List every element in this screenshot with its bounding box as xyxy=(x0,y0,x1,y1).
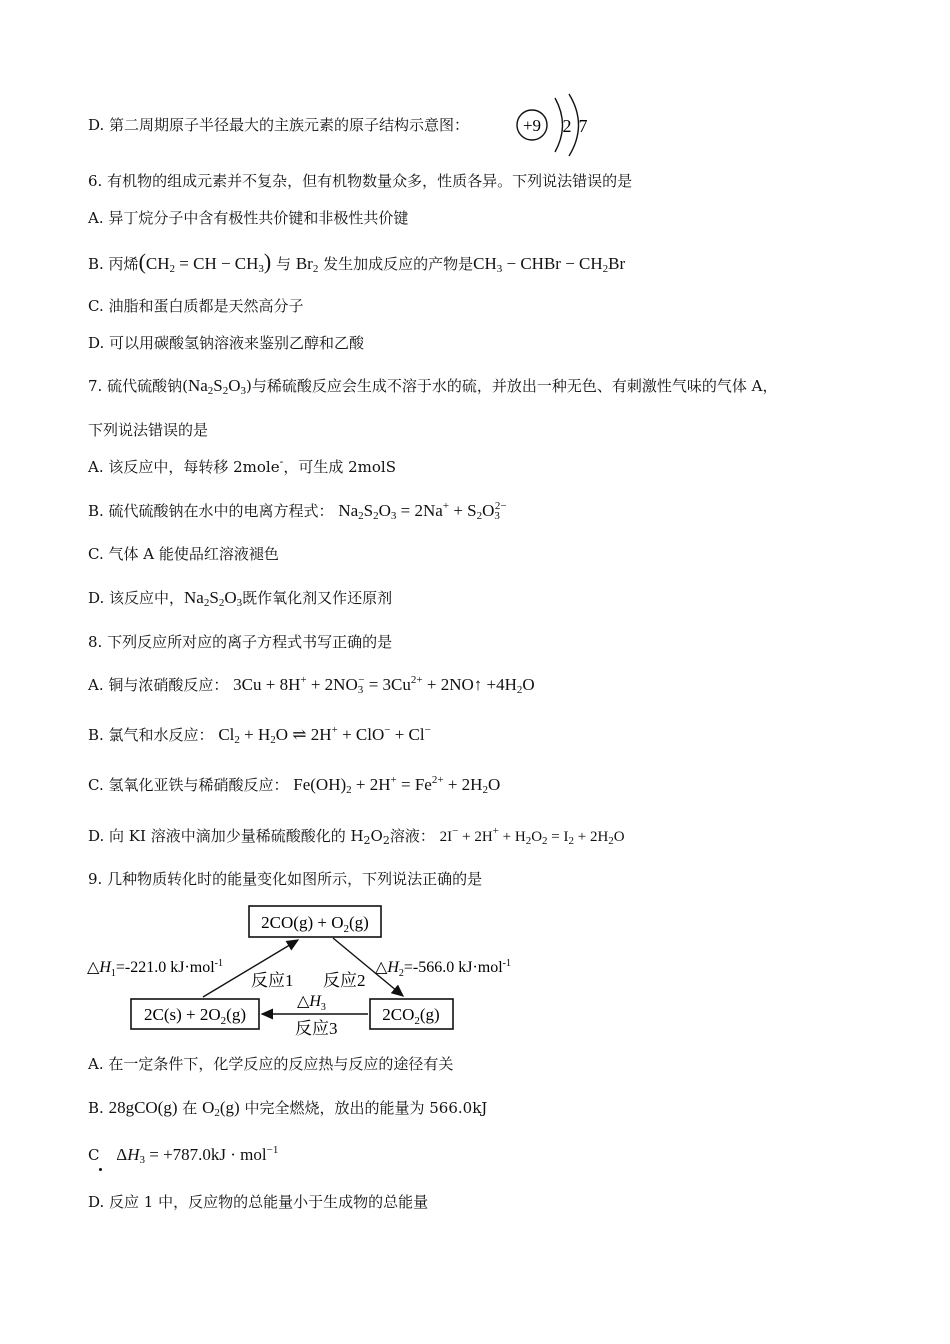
q6-option-b: B. 丙烯($CH_2$ = CH − $CH_3$) 与 $Br_2$ 发生加成反应的产物是$CH_3$ − CHBr − $CH_2Br$ xyxy=(88,249,626,275)
option-c-dot xyxy=(99,1168,102,1171)
energy-cycle-diagram xyxy=(85,900,555,1042)
q9-stem: 9. 几种物质转化时的能量变化如图所示，下列说法正确的是 xyxy=(88,870,483,888)
q5-option-d-text: D. 第二周期原子半径最大的主族元素的原子结构示意图： xyxy=(88,116,470,134)
dh1-label: $\triangle H_1=-221.0$ kJ·mol$^{-1}$ xyxy=(87,958,224,979)
dh3-label: $\triangle H_3$ xyxy=(297,993,326,1013)
q6-stem: 6. 有机物的组成元素并不复杂，但有机物数量众多，性质各异。下列说法错误的是 xyxy=(88,172,633,190)
reaction2-label: 反应2 xyxy=(323,971,366,990)
reaction3-label: 反应3 xyxy=(295,1019,338,1038)
q7-option-c: C. 气体 A 能使品红溶液褪色 xyxy=(88,545,279,563)
q8-stem: 8. 下列反应所对应的离子方程式书写正确的是 xyxy=(88,633,393,651)
electron-shell-1-arc xyxy=(555,98,563,152)
q6-option-a: A. 异丁烷分子中含有极性共价键和非极性共价键 xyxy=(88,209,409,227)
q9-option-c: C $\Delta H_3 = +787.0kJ \cdot mol^{-1}$ xyxy=(88,1144,279,1166)
atom-structure-diagram xyxy=(512,92,602,158)
q8-option-b: B. 氯气和水反应： $Cl_2 + H_2O$ ⇌ 2H+ + ClO− + Cl− xyxy=(88,724,431,746)
q6-option-c: C. 油脂和蛋白质都是天然高分子 xyxy=(88,297,304,315)
nucleus-charge: +9 xyxy=(522,116,542,135)
q9-option-b: B. 28gCO(g) 在 $O_2(g)$ 中完全燃烧，放出的能量为 566.0kJ xyxy=(88,1098,488,1119)
q8-option-d: D. 向 KI 溶液中滴加少量稀硫酸酸化的 $H_2O_2$溶液： $2I^- + 2H^+ + H_2O_2 = I_2 + 2H_2O$ xyxy=(88,825,625,847)
q8-option-a: A. 铜与浓硝酸反应： $3Cu + 8H^+ + 2NO_3^- = 3Cu^{2+}$ + 2NO↑ $+4H_2O$ xyxy=(88,674,535,696)
q9-option-a: A. 在一定条件下，化学反应的反应热与反应的途径有关 xyxy=(88,1055,454,1073)
q5-option-d xyxy=(88,115,469,135)
q8-option-c: C. 氢氧化亚铁与稀硝酸反应： $Fe(OH)_2 + 2H^+ = Fe^{2+} + 2H_2O$ xyxy=(88,774,501,796)
right-box-label: $2CO_2(g)$ xyxy=(382,1005,440,1027)
q7-stem: 7. 硫代硫酸钠$(Na_2S_2O_3)$与稀硫酸反应会生成不溶于水的硫，并放出一种无色、有刺激性气味的气体 A， xyxy=(88,376,778,397)
q7-stem-2: 下列说法错误的是 xyxy=(88,421,209,439)
top-box-label: $2CO(g) + O_2(g)$ xyxy=(261,913,369,935)
q6-option-d: D. 可以用碳酸氢钠溶液来鉴别乙醇和乙酸 xyxy=(88,334,365,352)
q7-option-d: D. 该反应中，$Na_2S_2O_3$既作氧化剂又作还原剂 xyxy=(88,588,393,609)
q7-option-a: A. 该反应中，每转移 2mole-，可生成 2molS xyxy=(88,455,396,476)
dh2-label: $\triangle H_2=-566.0$ kJ·mol$^{-1}$ xyxy=(375,958,512,979)
q7-option-b: B. 硫代硫酸钠在水中的电离方程式： $Na_2S_2O_3 = 2Na^+ + S_2O_3^{2-}$ xyxy=(88,500,507,522)
reaction1-label: 反应1 xyxy=(251,971,294,990)
shell-2-count: 7 xyxy=(578,116,588,136)
shell-1-count: 2 xyxy=(562,116,572,136)
q9-option-d: D. 反应 1 中，反应物的总能量小于生成物的总能量 xyxy=(88,1193,429,1211)
left-box-label: $2C(s) + 2O_2(g)$ xyxy=(144,1005,246,1027)
